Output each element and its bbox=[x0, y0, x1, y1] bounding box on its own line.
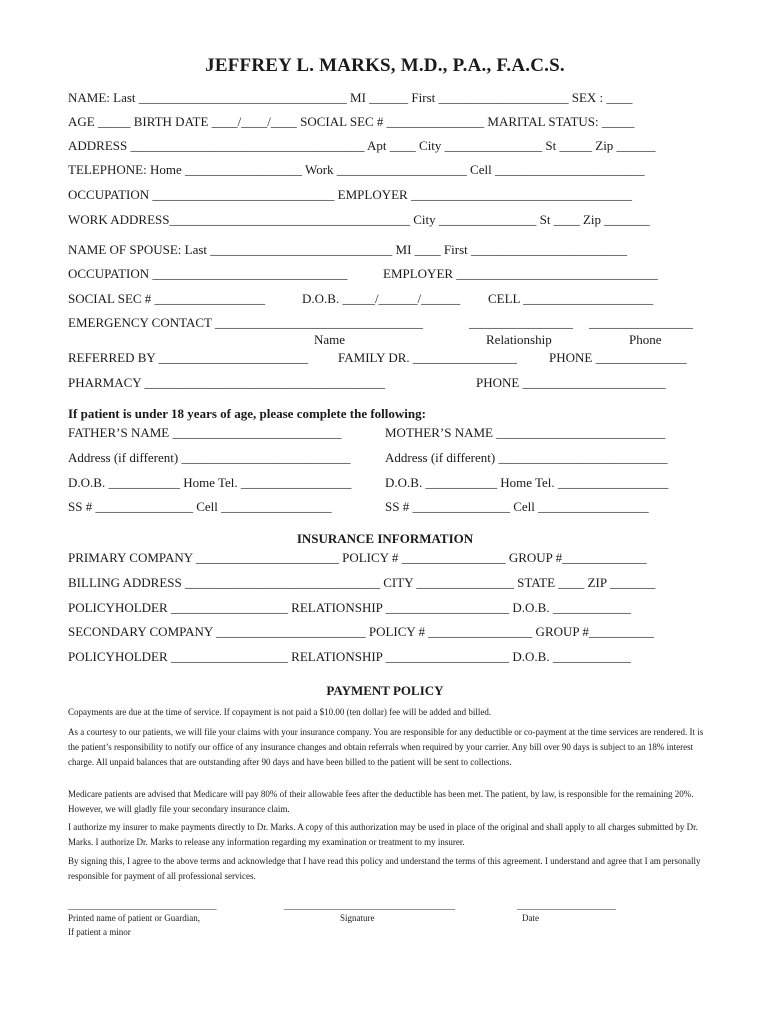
mother-name-field[interactable]: MOTHER’S NAME __________________________ bbox=[385, 425, 666, 440]
printed-name-line[interactable]: _________________________________ bbox=[68, 901, 217, 911]
emergency-phone-caption: Phone bbox=[629, 332, 662, 347]
billing-address-line[interactable]: BILLING ADDRESS ______________________________ CITY _______________ STATE ____ ZIP _______ bbox=[68, 575, 656, 590]
father-dob-field[interactable]: D.O.B. ___________ Home Tel. _________________ bbox=[68, 475, 352, 490]
spouse-name-line[interactable]: NAME OF SPOUSE: Last ____________________________ MI ____ First ________________________ bbox=[68, 242, 628, 257]
emergency-name-caption: Name bbox=[314, 332, 346, 347]
insurance-heading: INSURANCE INFORMATION bbox=[296, 531, 474, 546]
page-title: JEFFREY L. MARKS, M.D., P.A., F.A.C.S. bbox=[205, 55, 565, 76]
emergency-relationship-field[interactable]: ________________ bbox=[469, 315, 573, 330]
date-line[interactable]: ______________________ bbox=[517, 901, 616, 911]
patient-address-line[interactable]: ADDRESS ____________________________________ Apt ____ City _______________ St _____ Zip ______ bbox=[68, 138, 656, 153]
payment-policy-heading: PAYMENT POLICY bbox=[326, 683, 444, 698]
patient-occupation-line[interactable]: OCCUPATION ____________________________ EMPLOYER __________________________________ bbox=[68, 187, 632, 202]
mother-ss-field[interactable]: SS # _______________ Cell _________________ bbox=[385, 499, 649, 514]
father-address-field[interactable]: Address (if different) __________________________ bbox=[68, 450, 351, 465]
family-dr-field[interactable]: FAMILY DR. ________________ bbox=[338, 350, 517, 365]
copayment-paragraph: Copayments are due at the time of service. If copayment is not paid a $10.00 (ten dollar) fee will be added and billed. bbox=[68, 707, 492, 717]
medicare-paragraph: Medicare patients are advised that Medicare will pay 80% of their allowable fees after the deductible has been met. The patient, by law, is responsible for the remaining 20%. However, we will gladly file your secondary insurance claim. bbox=[68, 789, 694, 814]
pharmacy-field[interactable]: PHARMACY _____________________________________ bbox=[68, 375, 385, 390]
family-dr-phone-field[interactable]: PHONE ______________ bbox=[549, 350, 687, 365]
spouse-cell-field[interactable]: CELL ____________________ bbox=[488, 291, 654, 306]
spouse-dob-field[interactable]: D.O.B. _____/______/______ bbox=[302, 291, 461, 306]
patient-age-line[interactable]: AGE _____ BIRTH DATE ____/____/____ SOCIAL SEC # _______________ MARITAL STATUS: _____ bbox=[68, 114, 635, 129]
agreement-paragraph: By signing this, I agree to the above terms and acknowledge that I have read this policy and understand the terms of this agreement. I understand and agree that I am personally responsible for payment of all professional services. bbox=[68, 856, 701, 881]
policyholder-secondary-line[interactable]: POLICYHOLDER __________________ RELATIONSHIP ___________________ D.O.B. ____________ bbox=[68, 649, 631, 664]
referred-by-field[interactable]: REFERRED BY _______________________ bbox=[68, 350, 309, 365]
mother-dob-field[interactable]: D.O.B. ___________ Home Tel. _________________ bbox=[385, 475, 669, 490]
emergency-phone-field[interactable]: ________________ bbox=[589, 315, 693, 330]
emergency-contact-field[interactable]: EMERGENCY CONTACT ________________________________ bbox=[68, 315, 424, 330]
primary-company-line[interactable]: PRIMARY COMPANY ______________________ POLICY # ________________ GROUP #_____________ bbox=[68, 550, 647, 565]
patient-telephone-line[interactable]: TELEPHONE: Home __________________ Work ____________________ Cell _______________________ bbox=[68, 162, 645, 177]
secondary-company-line[interactable]: SECONDARY COMPANY _______________________ POLICY # ________________ GROUP #__________ bbox=[68, 624, 654, 639]
minor-section-heading: If patient is under 18 years of age, please complete the following: bbox=[68, 406, 426, 421]
pharmacy-phone-field[interactable]: PHONE ______________________ bbox=[476, 375, 666, 390]
signature-line[interactable]: ______________________________________ bbox=[284, 901, 455, 911]
spouse-social-sec-field[interactable]: SOCIAL SEC # _________________ bbox=[68, 291, 266, 306]
spouse-occupation-field[interactable]: OCCUPATION ______________________________ bbox=[68, 266, 348, 281]
patient-name-line[interactable]: NAME: Last ________________________________ MI ______ First ____________________ SEX : ____ bbox=[68, 90, 633, 105]
emergency-relationship-caption: Relationship bbox=[486, 332, 552, 347]
patient-work-address-line[interactable]: WORK ADDRESS_____________________________________ City _______________ St ____ Zip _______ bbox=[68, 212, 650, 227]
father-name-field[interactable]: FATHER’S NAME __________________________ bbox=[68, 425, 342, 440]
claims-paragraph: As a courtesy to our patients, we will file your claims with your insurance company. You are responsible for any deductible or co-payment at the time services are rendered. It is the patient’s responsibility to notify our office of any insurance changes and obtain referrals when required by your carrier. Any bill over 90 days is subject to an 18% interest charge. All unpaid balances that are outstanding after 90 days and have been billed to the patient will be sent to collections. bbox=[68, 727, 704, 767]
policyholder-primary-line[interactable]: POLICYHOLDER __________________ RELATIONSHIP ___________________ D.O.B. ____________ bbox=[68, 600, 631, 615]
father-ss-field[interactable]: SS # _______________ Cell _________________ bbox=[68, 499, 332, 514]
mother-address-field[interactable]: Address (if different) __________________________ bbox=[385, 450, 668, 465]
printed-name-label: Printed name of patient or Guardian, bbox=[68, 913, 200, 923]
spouse-employer-field[interactable]: EMPLOYER _______________________________ bbox=[383, 266, 658, 281]
signature-label: Signature bbox=[340, 913, 375, 923]
authorization-paragraph: I authorize my insurer to make payments directly to Dr. Marks. A copy of this authorization may be used in place of the original and shall apply to all charges submitted by Dr. Marks. I authorize Dr. Marks to release any information regarding my examination or treatment to my insurer. bbox=[68, 822, 698, 847]
printed-name-label-minor: If patient a minor bbox=[68, 927, 131, 937]
date-label: Date bbox=[522, 913, 539, 923]
